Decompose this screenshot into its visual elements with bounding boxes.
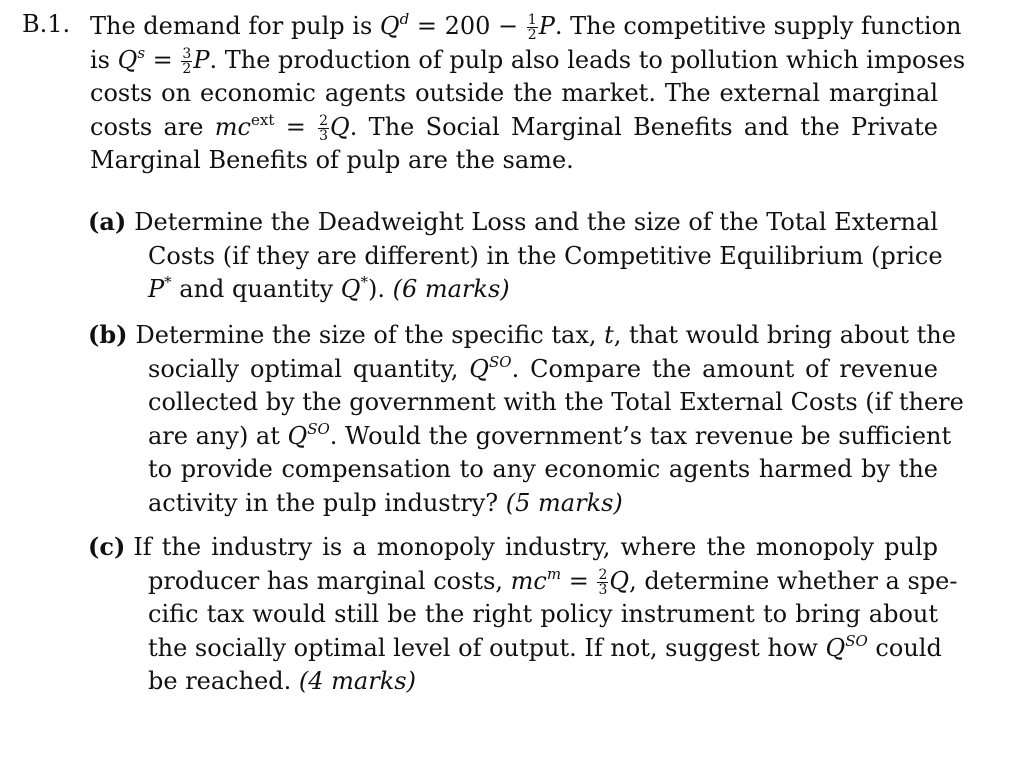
part-c-line-2: producer has marginal costs, $mc^m$ = $\frac{2}{3}$ Q, determine whether a spe- [148,564,958,598]
part-c-marks: (4 marks) [298,667,416,696]
quantity-so: $Q^{SO}$ [287,419,330,450]
part-b-line-2: socially optimal quantity, $Q^{SO}$. Compare the amount of revenue [148,352,938,383]
part-a-label: (a) [88,207,127,236]
quantity-so: $Q^{SO}$ [825,631,868,662]
supply-equation: $Q^s$ = $\frac{3}{2}$ P [117,43,210,77]
part-c-line-4: the socially optimal level of output. If not, suggest how $Q^{SO}$ could [148,631,942,662]
quantity-so: $Q^{SO}$ [469,352,512,383]
part-a [88,205,943,307]
part-b-marks: (5 marks) [505,488,623,517]
price-star: P* [148,273,172,304]
part-b-line-5: to provide compensation to any economic agents harmed by the [148,455,938,484]
part-a-marks: (6 marks) [392,275,510,304]
intro-line-2: is $Q^s$ = $\frac{3}{2}$ P. The production of pulp also leads to pollution which imposes [90,43,966,77]
part-a-line-3: P* and quantity Q*). (6 marks) [148,273,510,304]
tax-symbol: t [604,321,614,349]
fraction-two-thirds: $\frac{2}{3}$ [319,112,329,144]
intro-line-3: costs on economic agents outside the market. The external marginal [90,79,938,108]
fraction-one-half: $\frac{1}{2}$ [527,12,537,43]
fraction-three-halves: $\frac{3}{2}$ [182,45,192,77]
part-b [88,318,964,521]
part-b-line-6: activity in the pulp industry? (5 marks) [148,488,623,517]
part-a-line-1: (a) Determine the Deadweight Loss and the size of the Total External [88,207,938,236]
intro-line-4: costs are $mc^{ext}$ = $\frac{2}{3}$ Q. The Social Marginal Benefits and the Private [90,110,938,144]
part-c-label: (c) [88,532,126,561]
monopoly-cost-equation: $mc^m$ = $\frac{2}{3}$ Q [510,564,630,598]
demand-equation: $Q^d = 200$ − $\frac{1}{2}$ P [379,10,555,43]
question-intro [90,10,966,178]
part-b-line-3: collected by the government with the Total External Costs (if there [148,388,964,417]
part-b-label: (b) [88,320,128,349]
quantity-star: Q* [340,273,368,304]
part-c-line-3: cific tax would still be the right policy instrument to bring about [148,600,938,629]
part-c-line-5: be reached. (4 marks) [148,667,416,696]
part-b-line-4: are any) at $Q^{SO}$. Would the government’s tax revenue be sufficient [148,419,952,450]
fraction-two-thirds: $\frac{2}{3}$ [598,566,608,598]
external-cost-equation: $mc^{ext}$ = $\frac{2}{3}$ Q [214,110,350,144]
part-a-line-2: Costs (if they are different) in the Competitive Equilibrium (price [148,241,943,270]
intro-line-1: The demand for pulp is $Q^d = 200$ − $\frac{1}{2}$ P. The competitive supply function [90,10,962,43]
part-c-line-1: (c) If the industry is a monopoly industry, where the monopoly pulp [88,532,938,561]
question-number: B.1. [22,10,71,38]
intro-line-5: Marginal Benefits of pulp are the same. [90,146,574,175]
part-b-line-1: (b) Determine the size of the specific tax, t, that would bring about the [88,320,956,349]
part-c [88,530,958,699]
